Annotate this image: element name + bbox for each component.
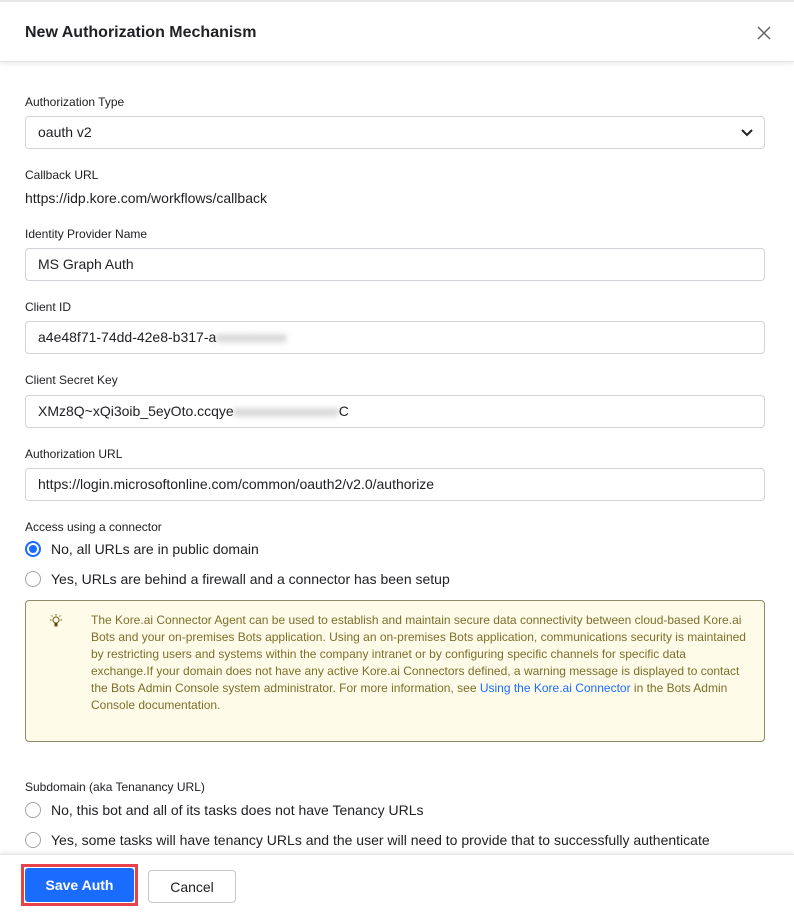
dialog-title: New Authorization Mechanism (25, 24, 257, 41)
info-text (91, 612, 751, 714)
secret-redacted: xxxxxxxxxxxxxxx (233, 403, 339, 419)
save-button-highlight (21, 864, 138, 906)
subdomain-option-no[interactable] (25, 802, 424, 818)
connector-option-yes[interactable] (25, 571, 450, 587)
option-label: Yes, URLs are behind a firewall and a connector has been setup (51, 571, 450, 587)
subdomain-label: Subdomain (aka Tenanancy URL) (25, 780, 205, 794)
radio-unchecked[interactable] (25, 802, 41, 818)
callback-label: Callback URL (25, 168, 99, 182)
connector-option-no[interactable] (25, 541, 259, 557)
option-label: No, all URLs are in public domain (51, 541, 259, 557)
idp-name-input[interactable] (25, 248, 765, 281)
radio-unchecked[interactable] (25, 832, 41, 848)
client-id-value: a4e48f71-74dd-42e8-b317-a (38, 329, 217, 345)
auth-type-label: Authorization Type (25, 95, 125, 109)
client-secret-input[interactable] (25, 395, 765, 428)
option-label: Yes, some tasks will have tenancy URLs and the user will need to provide that to successfully authenticate (51, 832, 710, 848)
auth-url-value: https://login.microsoftonline.com/common/oauth2/v2.0/authorize (38, 476, 435, 492)
option-label: No, this bot and all of its tasks does not have Tenancy URLs (51, 802, 424, 818)
auth-url-label: Authorization URL (25, 447, 123, 461)
info-text-part: The Kore.ai Connector Agent can be used to establish and maintain secure data connectivity between cloud-based Kore.ai Bots and your on-premises Bots application. Using an on-premises Bots application, communications security is maintained by restricting users and systems within the company intranet or by configuring specific channels for specific data exchange.If your domain does not have any active Kore.ai Connectors defined, a warning message is displayed to contact the Bots Admin Console system administrator. For more information, see (91, 613, 746, 695)
radio-checked[interactable] (25, 541, 41, 557)
connector-label: Access using a connector (25, 520, 162, 534)
auth-type-value: oauth v2 (38, 124, 92, 140)
auth-url-input[interactable] (25, 468, 765, 501)
lightbulb-icon (48, 613, 64, 629)
cancel-button[interactable]: Cancel (148, 870, 236, 903)
client-id-label: Client ID (25, 300, 72, 314)
secret-value: XMz8Q~xQi3oib_5eyOto.ccqye (38, 403, 234, 419)
close-icon[interactable] (755, 24, 773, 42)
info-text-part: in the Bots Admin Console documentation. (91, 681, 728, 712)
subdomain-option-yes[interactable] (25, 832, 710, 848)
dialog-header (0, 0, 794, 62)
idp-label: Identity Provider Name (25, 227, 148, 241)
dialog-footer (0, 854, 794, 915)
radio-unchecked[interactable] (25, 571, 41, 587)
chevron-down-icon (740, 128, 754, 138)
connector-doc-link[interactable]: Using the Kore.ai Connector (479, 681, 631, 695)
secret-label: Client Secret Key (25, 373, 118, 387)
idp-value: MS Graph Auth (38, 256, 134, 272)
connector-info-box (25, 600, 765, 742)
callback-url: https://idp.kore.com/workflows/callback (25, 190, 267, 206)
auth-type-select[interactable] (25, 116, 765, 149)
client-id-redacted: xxxxxxxxxx (216, 329, 287, 345)
save-auth-button[interactable]: Save Auth (25, 868, 134, 902)
secret-tail: C (338, 403, 349, 419)
client-id-input[interactable] (25, 321, 765, 354)
